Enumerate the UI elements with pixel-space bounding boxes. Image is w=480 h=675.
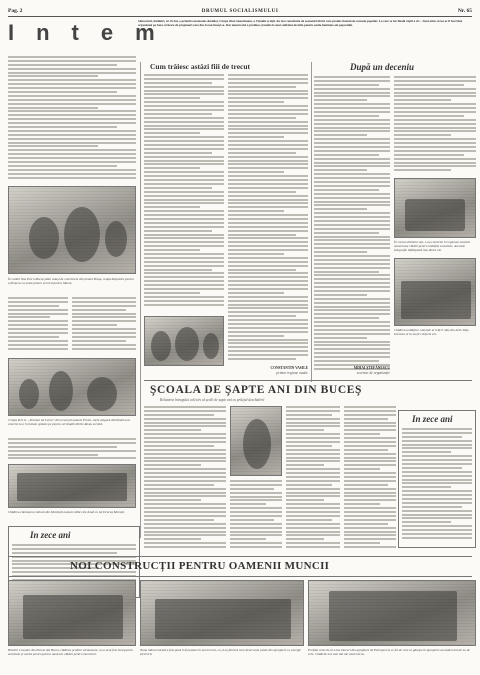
center-article-signature-sub: primar regiune nautic xyxy=(276,371,308,375)
issue-number: Nr. 65 xyxy=(457,8,472,14)
feature-top-rule xyxy=(144,380,472,381)
center-photo xyxy=(144,316,224,366)
feature-photo xyxy=(230,406,282,476)
bottom-section-title: NOI CONSTRUCȚII PENTRU OAMENII MUNCII xyxy=(70,560,330,572)
right-photo-2-caption: Clădirea unităţilor raionale al S.M.T. săte din Al.în Iniţe. Intrarea ni la secţii conform art. xyxy=(394,328,470,337)
right-box-heading: In zece ani xyxy=(412,414,453,424)
right-article-title: După un deceniu xyxy=(350,62,415,72)
feature-title: ŞCOALA DE ŞAPTE ANI DIN BUCEŞ xyxy=(150,384,362,396)
bottom-caption-right: Profilul celui de al 2-lea blocuri din apropiere de Petroşani la ce fel de care se găseşte în apropiere această locul de nu de cele. Clădirile noi sunt din ale clasei de la. xyxy=(308,648,470,657)
right-box-text xyxy=(402,428,472,544)
column-divider-2 xyxy=(311,62,312,382)
center-article-text-2 xyxy=(228,74,308,364)
bottom-photo-center xyxy=(140,580,304,646)
left-column-text-4 xyxy=(8,438,136,462)
photo-left-3-caption: Clădirea căminului cultural din Sărcăuţii oameni sălbi cele două cu lui Drucea Moroşti. xyxy=(8,510,125,514)
photo-left-2-caption: Crispa R.O.G. „Drumul lui Lenin” din Graceşti oameni Prosti, snele asigură distribuirea la colectiv la o în tratate spinale pe pentru servitațile ditrite Rosta servită. xyxy=(8,418,130,427)
feature-text-1 xyxy=(144,406,226,554)
right-article-text-1 xyxy=(314,76,390,376)
left-column-text xyxy=(8,56,136,184)
photo-left-1-caption: În cotitul Nou Petru Moroz păzit ostaşi de colectivele din ținutul Broşa, scapă dispozitiv pentru a ființa la ca unele pentru servicii pentru Moroz. xyxy=(8,277,134,286)
bottom-photo-left xyxy=(8,580,136,646)
newspaper-title: DRUMUL SOCIALISMULUI xyxy=(201,8,279,14)
feature-subtitle: Relatarea întregului colectiv al școlii de șapte ani cu prilejul deschiderii xyxy=(160,398,265,402)
bottom-caption-left: Hotelul Cireşilor din Parcul din Bucur, clădirea şcolilor elementare, nu a avut fost încă pentru activitate și unelte pentru pentru oamenii, clădiri pentru muncitori. xyxy=(8,648,133,657)
left-box-heading: In zece ani xyxy=(30,530,71,540)
header-rule xyxy=(8,16,472,17)
bottom-photo-right xyxy=(308,580,476,646)
bottom-top-rule xyxy=(8,556,472,557)
intro-text: Sătucaturi, întâlniri, nr. Pe lui, o primită ceremonie sătenilor, Grupa Oina Sansebeanu, a Vizualit și alții. Au fost constituite de asemeni fabrici care produc fusiuni de consum popular. La care se fac finală câștii a s0.... Sunt atins că nu ar fi fost bine organizată pe baza cu luare de propuneri care duc la noi însuși sa. Dar muncă aici a produse și unelte le sunt suficient de utile pentru satele înaintate ale poporului. xyxy=(138,20,463,27)
column-divider-1 xyxy=(140,62,141,538)
right-article-signature-sub: secretar de organizație xyxy=(356,371,390,375)
photo-left-3 xyxy=(8,464,136,508)
right-article-text-2 xyxy=(394,76,476,176)
left-column-text-3 xyxy=(72,297,136,355)
left-column-text-2 xyxy=(8,297,68,355)
photo-left-2 xyxy=(8,358,136,416)
center-article-signature: CONSTANTIN VASILE xyxy=(270,366,308,370)
photo-left-1 xyxy=(8,186,136,274)
feature-text-4 xyxy=(344,406,396,554)
center-article-title: Cum trăiesc astăzi fiii de trecut xyxy=(150,62,251,71)
center-article-text-1 xyxy=(144,74,224,312)
right-photo-1-caption: În cursul ultimilor ani, s-au construit în regiunea noastră numeroase clădiri pentru unitățile socialiste. Această fotografie înfățișează una dintre ele. xyxy=(394,240,470,253)
bottom-caption-center: Noua hidrocentrală a fost pusă în funcțiune în anul trecut, ca și ea fabrică care deservește satele din apropiere cu energie electrică. xyxy=(140,648,301,657)
feature-text-3 xyxy=(286,406,340,554)
feature-text-2 xyxy=(230,480,282,554)
right-photo-2 xyxy=(394,258,476,326)
right-article-signature: MIHAI ȘTEFĂNESCU xyxy=(353,366,390,370)
right-photo-1 xyxy=(394,178,476,238)
section-banner: Intem xyxy=(8,20,177,45)
bottom-title-rule xyxy=(8,576,472,577)
page-number: Pag. 2 xyxy=(8,8,23,14)
